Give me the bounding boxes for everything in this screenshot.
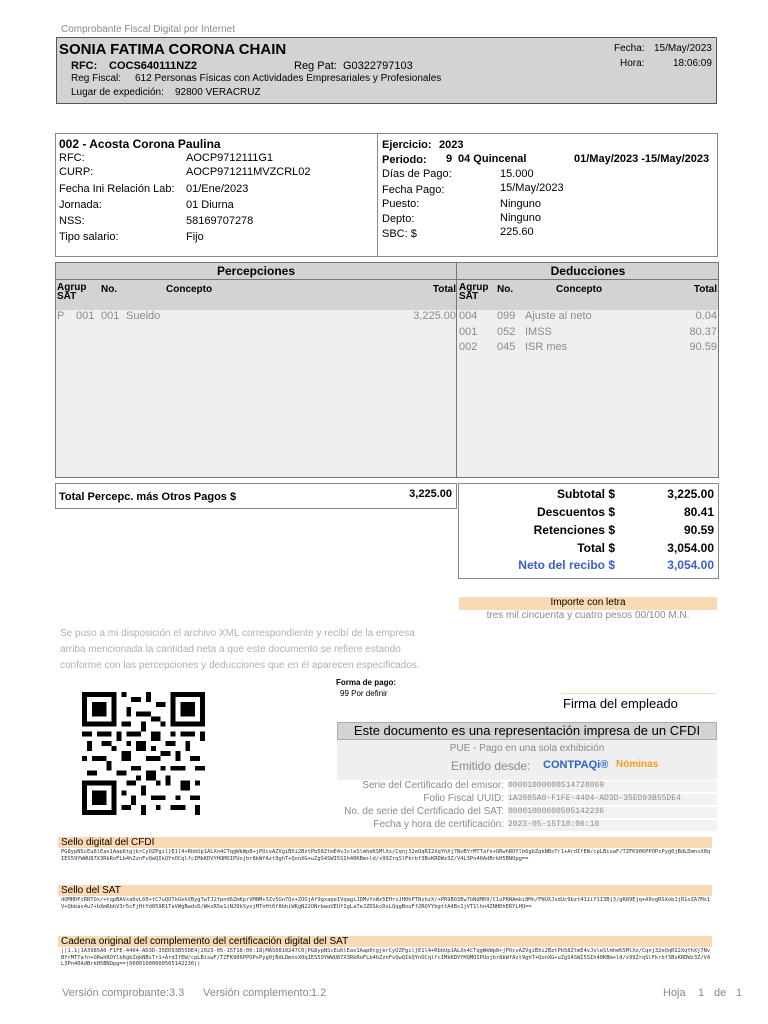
employee-nss-label: NSS:	[59, 215, 85, 227]
depto: Ninguno	[500, 212, 541, 224]
employee-tipo-salario-label: Tipo salario:	[59, 231, 119, 243]
version-comprobante-label: Versión comprobante:	[62, 987, 170, 999]
hoja-label: Hoja	[663, 987, 686, 999]
issuer-name: SONIA FATIMA CORONA CHAIN	[59, 41, 287, 58]
periodo-value: 9	[446, 153, 453, 165]
employee-tipo-salario: Fijo	[186, 231, 204, 243]
perc-row-no: 001	[101, 310, 120, 322]
ded-row-concepto: ISR mes	[525, 341, 568, 353]
total-label: Total $	[577, 541, 615, 555]
nominas-label: Nóminas	[616, 759, 659, 770]
employee-title: 002 - Acosta Corona Paulina	[59, 137, 221, 151]
issuer-rfc: COCS640111NZ2	[109, 60, 198, 72]
cfdi-uuid-label: Folio Fiscal UUID:	[423, 793, 504, 804]
neto-label: Neto del recibo $	[518, 558, 615, 572]
ejercicio-label: Ejercicio:	[382, 139, 432, 151]
ded-row-concepto: IMSS	[525, 326, 552, 338]
cadena-title: Cadena original del complemento del certificación digital del SAT	[58, 936, 712, 947]
sello-sat-text: dOMHDPiRRTOx/+tqpBAVxa0vL60+tC7uQOTkGkhVBygTwTJ2fpnd6ZmKprVMNM+3Zv5Gn7Qx+ZOOjAf9gxapeIVqagiJDMvYxWz5EHrsJH0hPTNshzX/+PR9B03Ew7bNdM09/C1uPRWAmki8Mn/FNUXJsdUc9bzt411iY1I3Bj3/gR89Ejq+A9vgRSXob1jR1oZA7Mx1V+Qbbas4u7+bXmRbbV3r5cFjHtYd059R1TaVWgBwdcD/WkxR5e1iNJ9kSyxjMTnHt6f8bhiWKgN22ONrbwoUEUfIgLaTeJZDSkcDsLQqgBouFf2ROYYbgttA4Bs1jVT1lhn4ZNHDhERYLHQ==	[61, 897, 711, 910]
ded-row-total: 0.04	[695, 310, 717, 322]
ded-col-concepto: Concepto	[556, 284, 603, 295]
perc-col-agrup: Agrup SAT	[57, 282, 87, 302]
concepts-table	[55, 262, 719, 478]
subtotal-value: 3,225.00	[667, 487, 714, 501]
ded-col-no: No.	[497, 284, 514, 295]
total-percepciones-value: 3,225.00	[409, 488, 452, 500]
emitido-label: Emitido desde:	[451, 759, 531, 773]
concepts-header-bar	[56, 280, 718, 311]
deducciones-title: Deducciones	[550, 264, 626, 278]
cadena-text: ||1.1|1A3985A0-F1FE-4404-AD3D-35ED93B55DE4|2023-05-15T18:06:18|MAS0810247C0|PG8ypNScEu6lEax1Aap6tgjkrCyOZPgil}E1l4+RbbUp1ALXn4CTqgWkWp8+jPOcvAZVgiBXi2BztPb58ZtmE4vJxleSlmheKSMlXx/Cqnj32eQqRI2XqYhXj7NvBYrMTTafn+ORwhROYlb6gbZqkNBsTr1+ArdIfEW/cpLBiswF/TZFK906PPOPsPyg0jBdLDmnsX0qIES59YWWU87X3RkRoFLb4hZznFvQwQIkQYnOCqlfcIMkKDVYHQMOIPUojbr8kWfAzt9ghT+QonXG+uZgS4SWI5SIh40KBm+ld/x99ZrqSlFkrbf3BsKRDWz3Z/V4L3Pn40AdBrkH5BNOpg==|00001000000505142236||	[61, 948, 711, 968]
descuentos-label: Descuentos $	[536, 505, 615, 519]
cfdi-uuid: 1A3985A0-F1FE-4404-AD3D-35ED93B55DE4	[508, 794, 717, 805]
firma-label: Firma del empleado	[563, 696, 678, 711]
employee-rfc-label: RFC:	[59, 152, 85, 164]
dias-pago-label: Días de Pago:	[382, 168, 452, 180]
cfdi-serie-emisor-label: Serie del Certificado del emisor:	[362, 780, 504, 791]
total-value: 3,054.00	[667, 541, 714, 555]
ded-row-agrup: 004	[459, 310, 478, 322]
ded-col-total: Total	[693, 284, 717, 295]
periodo-rango: 01/May/2023 -15/May/2023	[574, 153, 710, 165]
version-comprobante: 3.3	[169, 987, 185, 999]
cfdi-serie-emisor: 00001000000514728069	[508, 781, 717, 792]
fecha-label: Fecha:	[614, 43, 645, 54]
employee-divider	[377, 134, 378, 256]
perc-row-sat: 001	[76, 310, 95, 322]
percepciones-title: Percepciones	[216, 264, 296, 278]
sello-cfdi-text: PG8ypNScEu6lEax1Aap6tgjkrCyOZPgil}E1l4+RbbUp1ALXn4CTqgWkWp8+jPOcvAZVgiBXi2BztPb58ZtmE4vJxleSlmheKSMlXx/Cqnj32eQqRI2XqYhXj7NvBYrMTTafn+ORwhROYlb6gbZqkNBsTr1+ArdIfEW/cpLBiswF/TZFK906PPOPsPyg0jBdLDmnsX0qIES59YWWU87X3RkRoFLb4hZznFvQwQIkQYnOCqlfcIMkKDVYHQMOIPUojbr8kWfAzt9ghT+QonXG+uZgS4SWI5SIh40KBm+ld/x99ZrqSlFkrbf3BsKRDWz3Z/V4L3Pn40AdBrkH5BNOpg==	[61, 849, 711, 862]
fecha-value: 15/May/2023	[654, 43, 712, 54]
cfdi-details	[337, 780, 717, 832]
cfdi-title: Este documento es una representación impresa de un CFDI	[353, 723, 701, 738]
issuer-regpat: G0322797103	[343, 60, 413, 72]
hora-label: Hora:	[620, 58, 645, 69]
firma-line	[561, 693, 716, 694]
total-percepciones-label: Total Percepc. más Otros Pagos $	[59, 491, 237, 503]
sello-cfdi-title: Sello digital del CFDI	[58, 837, 712, 848]
ded-row-total: 90.59	[689, 341, 717, 353]
importe-value: tres mil cincuenta y cuatro pesos 00/100 M.N.	[486, 610, 690, 621]
employee-fecha-ini: 01/Ene/2023	[186, 183, 249, 195]
hora-value: 18:06:09	[673, 58, 712, 69]
issuer-regpat-label: Reg Pat:	[294, 60, 337, 72]
qr-code	[82, 690, 205, 817]
employee-box	[55, 133, 718, 257]
forma-pago-label: Forma de pago:	[336, 678, 397, 687]
dias-pago: 15.000	[500, 168, 534, 180]
perc-row-concepto: Sueldo	[126, 310, 161, 322]
ejercicio-value: 2023	[439, 139, 464, 151]
hoja-value: 1	[698, 987, 705, 999]
retenciones-value: 90.59	[683, 523, 714, 537]
issuer-regfiscal: 612 Personas Físicas con Actividades Empresariales y Profesionales	[135, 73, 442, 84]
cfdi-serie-sat: 00001000000505142236	[508, 807, 717, 818]
ded-row-concepto: Ajuste al neto	[525, 310, 592, 322]
retenciones-label: Retenciones $	[533, 523, 615, 537]
issuer-box	[56, 37, 717, 104]
sello-sat-title: Sello del SAT	[58, 885, 712, 896]
employee-curp: AOCP971211MVZCRL02	[186, 166, 311, 178]
issuer-lugar-label: Lugar de expedición:	[71, 87, 164, 98]
puesto: Ninguno	[500, 198, 541, 210]
de-value: 1	[736, 987, 743, 999]
forma-pago-value: 99 Por definir	[340, 689, 388, 698]
perc-col-total: Total	[432, 284, 456, 295]
ded-col-agrup: Agrup SAT	[459, 282, 489, 302]
ded-row-no: 099	[497, 310, 516, 322]
sbc: 225.60	[500, 226, 534, 238]
contpaqi-logo: CONTPAQi®	[543, 759, 609, 771]
de-label: de	[714, 987, 727, 999]
document-type-label: Comprobante Fiscal Digital por Internet	[61, 24, 235, 35]
perc-row-agrup: P	[57, 310, 65, 322]
version-complemento-label: Versión complemento:	[203, 987, 312, 999]
perc-col-no: No.	[101, 284, 118, 295]
issuer-regfiscal-label: Reg Fiscal:	[71, 73, 122, 84]
neto-value: 3,054.00	[667, 558, 714, 572]
periodo-tipo: 04 Quincenal	[458, 153, 527, 165]
cfdi-fecha-cert: 2023-05-15T18:06:18	[508, 820, 717, 831]
ded-row-no: 052	[497, 326, 516, 338]
puesto-label: Puesto:	[382, 198, 420, 210]
employee-rfc: AOCP9712111G1	[186, 152, 274, 164]
fecha-pago-label: Fecha Pago:	[382, 184, 445, 196]
subtotal-label: Subtotal $	[556, 487, 615, 501]
employee-fecha-ini-label: Fecha Ini Relación Lab:	[59, 183, 175, 195]
cfdi-fecha-cert-label: Fecha y hora de certificación:	[373, 819, 504, 830]
perc-row-total: 3,225.00	[413, 310, 456, 322]
fecha-pago: 15/May/2023	[500, 182, 564, 194]
version-complemento: 1.2	[311, 987, 327, 999]
ded-row-no: 045	[497, 341, 516, 353]
cfdi-pue: PUE - Pago en una sola exhibición	[449, 743, 605, 754]
disclaimer-text: Se puso a mi disposición el archivo XML correspondiente y recibí de la empresa arriba mencionada la cantidad neta a que este documento se refiere estando conforme con las percepciones y deducciones que en él aparecen especificados.	[60, 628, 420, 671]
perc-col-concepto: Concepto	[166, 284, 213, 295]
depto-label: Depto:	[382, 213, 415, 225]
employee-jornada: 01 Diurna	[186, 199, 234, 211]
issuer-rfc-label: RFC:	[71, 60, 98, 72]
employee-jornada-label: Jornada:	[59, 199, 102, 211]
importe-label: Importe con letra	[550, 597, 626, 608]
employee-nss: 58169707278	[186, 215, 254, 227]
percepciones-body	[56, 310, 456, 477]
cfdi-serie-sat-label: No. de serie del Certificado del SAT:	[344, 806, 504, 817]
periodo-label: Periodo:	[382, 154, 427, 166]
total-percepciones-box	[55, 483, 457, 509]
employee-curp-label: CURP:	[59, 166, 94, 178]
sbc-label: SBC: $	[382, 228, 417, 240]
ded-row-agrup: 001	[459, 326, 478, 338]
issuer-lugar: 92800 VERACRUZ	[175, 87, 261, 98]
ded-row-total: 80.37	[689, 326, 717, 338]
descuentos-value: 80.41	[683, 505, 714, 519]
totals-box	[458, 483, 719, 579]
ded-row-agrup: 002	[459, 341, 478, 353]
